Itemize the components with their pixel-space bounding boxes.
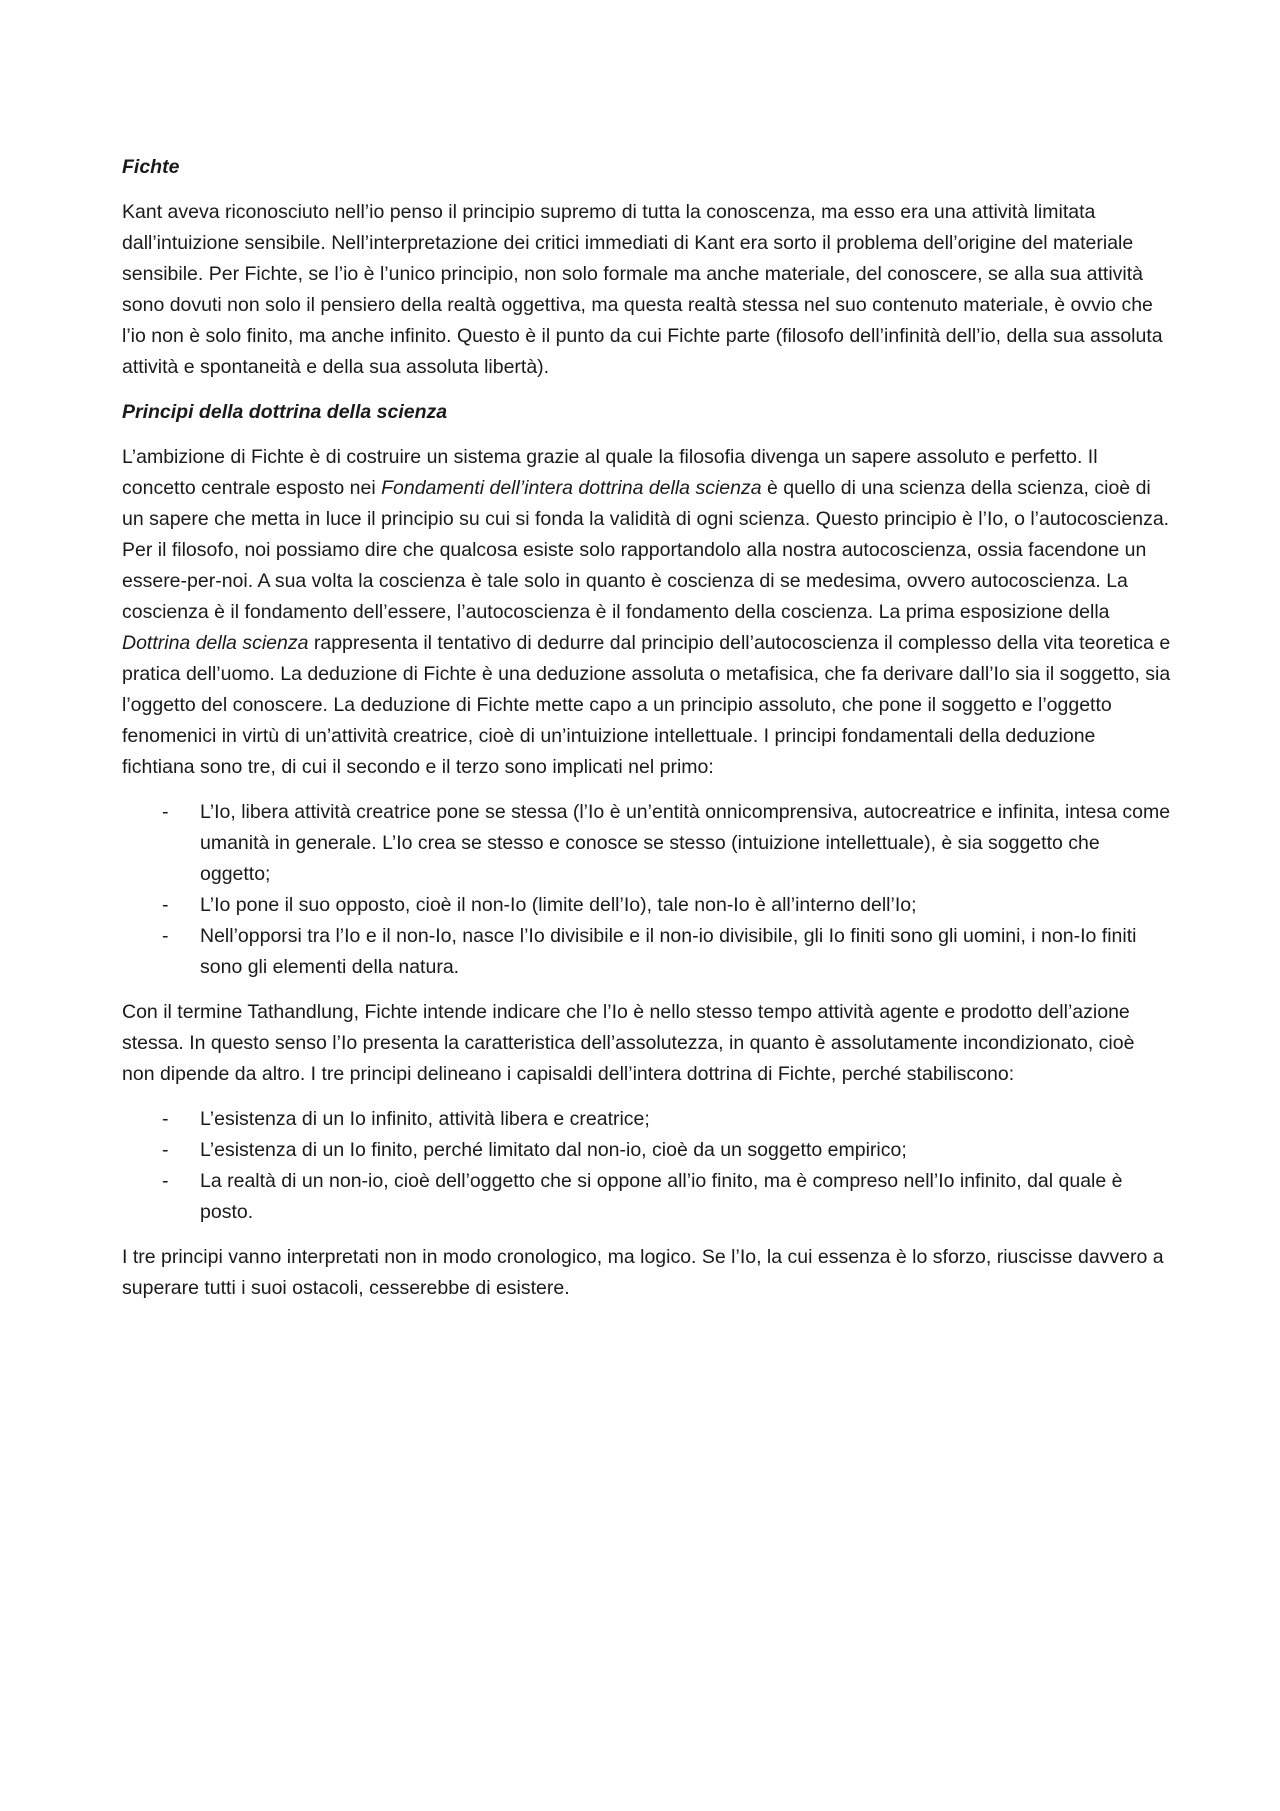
list-item-text: L’Io, libera attività creatrice pone se stessa (l’Io è un’entità onnicomprensiva, autocreatrice e infinita, intesa come umanità in generale. L’Io crea se stesso e conosce se stesso (intuizione intellettuale), è sia soggetto che oggetto;: [200, 801, 1171, 885]
list-item-text: L’Io pone il suo opposto, cioè il non-Io (limite dell’Io), tale non-Io è all’interno dell’Io;: [200, 894, 917, 916]
list-item-text: L’esistenza di un Io infinito, attività libera e creatrice;: [200, 1108, 650, 1130]
intro-paragraph: Kant aveva riconosciuto nell’io penso il principio supremo di tutta la conoscenza, ma esso era una attività limitata dall’intuizione sensibile. Nell’interpretazione dei critici immediati di Kant era sorto il problema dell’origine del materiale sensibile. Per Fichte, se l’io è l’unico principio, non solo formale ma anche materiale, del conoscere, se alla sua attività sono dovuti non solo il pensiero della realtà oggettiva, ma questa realtà stessa nel suo contenuto materiale, è ovvio che l’io non è solo finito, ma anche infinito. Questo è il punto da cui Fichte parte (filosofo dell’infinità dell’io, della sua assoluta attività e spontaneità e della sua assoluta libertà).: [122, 201, 1163, 378]
list-item: [122, 921, 1172, 983]
list-item: [122, 1104, 1172, 1135]
principles-paragraph: [122, 442, 1172, 783]
list-item: [122, 797, 1172, 890]
closing-paragraph: I tre principi vanno interpretati non in modo cronologico, ma logico. Se l’Io, la cui essenza è lo sforzo, riuscisse davvero a superare tutti i suoi ostacoli, cesserebbe di esistere.: [122, 1246, 1164, 1299]
paragraph-text: è quello di una scienza della scienza, cioè di un sapere che metta in luce il principio su cui si fonda la validità di ogni scienza. Questo principio è l’Io, o l’autocoscienza. Per il filosofo, noi possiamo dire che qualcosa esiste solo rapportandolo alla nostra autocoscienza, ossia facendone un essere-per-noi. A sua volta la coscienza è tale solo in quanto è coscienza di se medesima, ovvero autocoscienza. La coscienza è il fondamento dell’essere, l’autocoscienza è il fondamento della coscienza. La prima esposizione della: [122, 477, 1170, 623]
principles-list: [122, 797, 1172, 983]
list-item: [122, 1135, 1172, 1166]
dash-bullet: -: [162, 801, 169, 823]
section-title: Principi della dottrina della scienza: [122, 401, 448, 423]
list-item: [122, 1166, 1172, 1228]
book-title-fondamenti: Fondamenti dell’intera dottrina della scienza: [381, 477, 762, 499]
dash-bullet: -: [162, 925, 169, 947]
tathandlung-paragraph: Con il termine Tathandlung, Fichte intende indicare che l’Io è nello stesso tempo attività agente e prodotto dell’azione stessa. In questo senso l’Io presenta la caratteristica dell’assolutezza, in quanto è assolutamente incondizionato, cioè non dipende da altro. I tre principi delineano i capisaldi dell’intera dottrina di Fichte, perché stabiliscono:: [122, 1001, 1135, 1085]
paragraph-text: L’ambizione di Fichte è di costruire un sistema grazie al quale la filosofia divenga un sapere assoluto e perfetto. Il concetto centrale esposto nei: [122, 446, 1098, 499]
dash-bullet: -: [162, 1170, 169, 1192]
dash-bullet: -: [162, 1108, 169, 1130]
list-item: [122, 890, 1172, 921]
document-body: [122, 152, 1172, 1318]
paragraph-text: rappresenta il tentativo di dedurre dal principio dell’autocoscienza il complesso della vita teoretica e pratica dell’uomo. La deduzione di Fichte è una deduzione assoluta o metafisica, che fa derivare dall’Io sia il soggetto, sia l’oggetto del conoscere. La deduzione di Fichte mette capo a un principio assoluto, che pone il soggetto e l’oggetto fenomenici in virtù di un’attività creatrice, cioè di un’intuizione intellettuale. I principi fondamentali della deduzione fichtiana sono tre, di cui il secondo e il terzo sono implicati nel primo:: [122, 632, 1171, 778]
dash-bullet: -: [162, 1139, 169, 1161]
dash-bullet: -: [162, 894, 169, 916]
document-title: Fichte: [122, 156, 180, 178]
consequences-list: [122, 1104, 1172, 1228]
list-item-text: Nell’opporsi tra l’Io e il non-Io, nasce l’Io divisibile e il non-io divisibile, gli Io finiti sono gli uomini, i non-Io finiti sono gli elementi della natura.: [200, 925, 1137, 978]
list-item-text: La realtà di un non-io, cioè dell’oggetto che si oppone all’io finito, ma è compreso nell’Io infinito, dal quale è posto.: [200, 1170, 1123, 1223]
book-title-dottrina: Dottrina della scienza: [122, 632, 309, 654]
list-item-text: L’esistenza di un Io finito, perché limitato dal non-io, cioè da un soggetto empirico;: [200, 1139, 907, 1161]
